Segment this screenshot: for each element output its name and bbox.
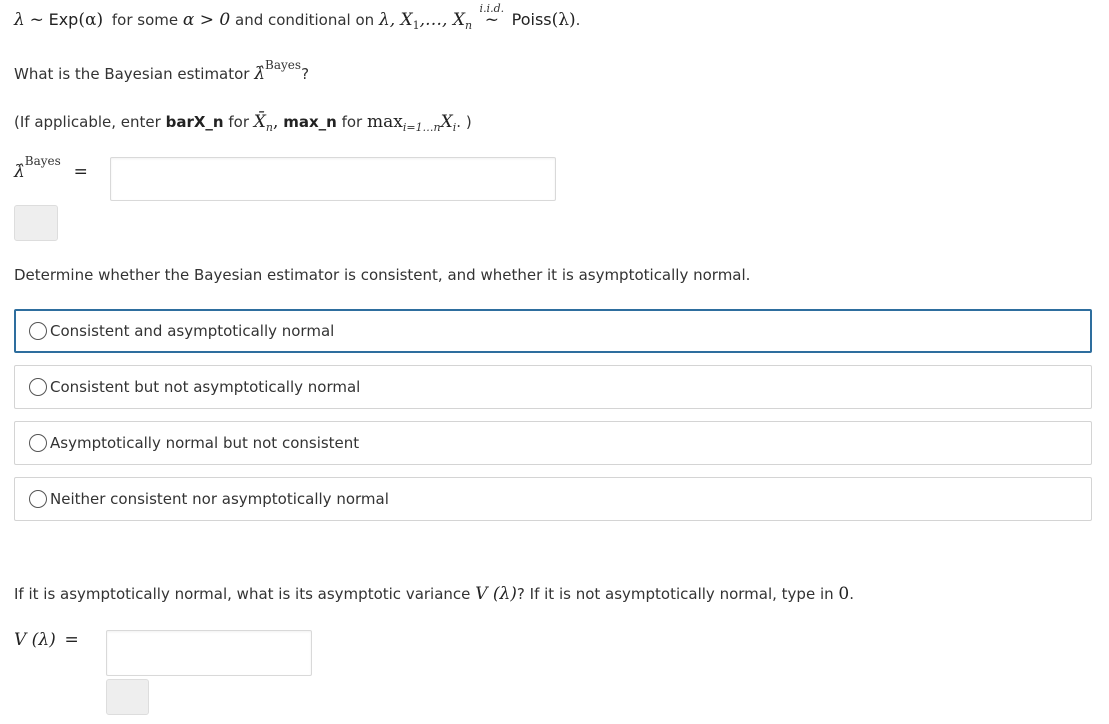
option-consistent-not-normal[interactable] xyxy=(14,365,1092,409)
radio-button[interactable] xyxy=(29,378,47,396)
sub-1: 1 xyxy=(412,19,420,32)
intro-period: . xyxy=(575,11,581,29)
q1-question xyxy=(14,58,310,84)
option-label: Consistent and asymptotically normal xyxy=(50,322,335,340)
hint-xbar: X̄ xyxy=(253,112,266,132)
zero-value: 0 xyxy=(838,584,850,604)
hint-for-2: for xyxy=(341,113,363,131)
hint-pre: (If applicable, enter xyxy=(14,113,161,131)
conditional-text: and conditional on xyxy=(235,11,375,29)
hint-n: n xyxy=(265,121,273,134)
hint-barx: barX_n xyxy=(165,113,224,131)
answer-bayes-sup: Bayes xyxy=(24,154,61,168)
q1-question-text: What is the Bayesian estimator xyxy=(14,65,250,83)
option-label: Consistent but not asymptotically normal xyxy=(50,378,361,396)
q3-question xyxy=(14,584,854,604)
radio-button[interactable] xyxy=(29,490,47,508)
q3-question-pre: If it is asymptotically normal, what is its asymptotic variance xyxy=(14,585,471,603)
hint-xi: X xyxy=(440,112,453,132)
dots: ,…, X xyxy=(419,10,465,30)
sim-symbol: ~ xyxy=(29,10,44,30)
v-lambda: V (λ) xyxy=(475,584,517,604)
option-label: Asymptotically normal but not consistent xyxy=(50,434,360,452)
q3-preview-button[interactable] xyxy=(106,679,149,715)
v-lambda-label: V (λ) xyxy=(14,630,56,650)
bayes-estimator-input[interactable] xyxy=(110,157,556,201)
bayes-sup: Bayes xyxy=(265,58,302,72)
q3-period: . xyxy=(849,585,855,603)
q1-hint xyxy=(14,112,472,134)
alpha-condition: α > 0 xyxy=(182,10,231,30)
option-normal-not-consistent[interactable] xyxy=(14,421,1092,465)
for-some-text: for some xyxy=(111,11,179,29)
exp-label: Exp xyxy=(48,10,79,29)
lambda-hat: λ̂ xyxy=(254,64,266,84)
hint-for-1: for xyxy=(228,113,250,131)
sub-n: n xyxy=(464,19,473,32)
alpha-paren: (α) xyxy=(78,10,104,30)
q1-qmark: ? xyxy=(301,65,310,83)
answer-lambda-hat: λ̂ xyxy=(14,162,25,182)
hint-max: max xyxy=(366,112,403,132)
q2-question: Determine whether the Bayesian estimator is consistent, and whether it is asymptotically normal. xyxy=(14,266,751,284)
option-label: Neither consistent nor asymptotically normal xyxy=(50,490,389,508)
poiss-arg: (λ) xyxy=(551,10,576,30)
radio-button[interactable] xyxy=(29,434,47,452)
q1-preview-button[interactable] xyxy=(14,205,58,241)
q3-question-post: ? If it is not asymptotically normal, type in xyxy=(516,585,834,603)
hint-maxn: max_n xyxy=(283,113,337,131)
radio-button[interactable] xyxy=(29,322,47,340)
q3-answer-label xyxy=(14,630,79,650)
iid-label: i.i.d. xyxy=(479,2,505,15)
iid-sim xyxy=(477,2,507,30)
hint-maxsub: i=1…n xyxy=(402,121,441,134)
hint-comma: , xyxy=(273,112,279,132)
q3-equals: = xyxy=(64,630,79,650)
q1-answer-label xyxy=(14,154,88,182)
asymptotic-variance-input[interactable] xyxy=(106,630,312,676)
option-neither[interactable] xyxy=(14,477,1092,521)
hint-i: i xyxy=(452,121,457,134)
variables: λ, X xyxy=(378,10,413,30)
poiss-label: Poiss xyxy=(511,10,552,29)
problem-statement xyxy=(14,2,581,32)
option-consistent-and-normal[interactable] xyxy=(14,309,1092,353)
answer-equals: = xyxy=(73,162,88,182)
lambda-symbol: λ xyxy=(14,10,25,30)
hint-end: . ) xyxy=(456,113,472,131)
iid-sim-symbol: ~ xyxy=(484,10,499,30)
